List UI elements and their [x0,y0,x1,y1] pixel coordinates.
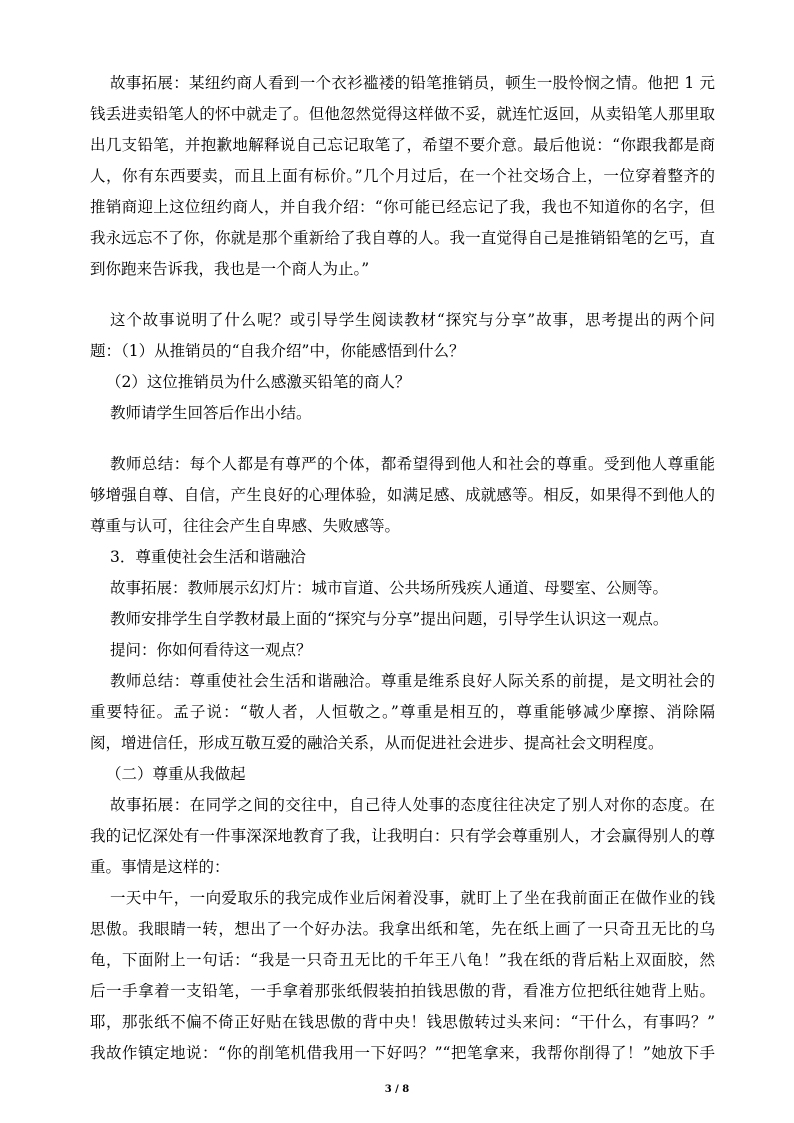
paragraph-line: 教师总结：每个人都是有尊严的个体，都希望得到他人和社会的尊重。受到他人尊重能 [110,455,715,473]
paragraph-line: 提问：你如何看待这一观点？ [110,641,312,659]
paragraph-line: 重。事情是这样的： [90,858,230,876]
page-number: 3 / 8 [384,1084,410,1095]
paragraph-line: 故事拓展：在同学之间的交往中，自己待人处事的态度往往决定了别人对你的态度。在 [110,796,715,814]
paragraph-line: 推销商迎上这位纽约商人，并自我介绍：“你可能已经忘记了我，我也不知道你的名字，但 [90,198,715,216]
paragraph-line: 一天中午，一向爱取乐的我完成作业后闲着没事，就盯上了坐在我前面正在做作业的钱 [110,889,715,907]
paragraph-line: 耶，那张纸不偏不倚正好贴在钱思傲的背中央！钱思傲转过头来问：“干什么，有事吗？” [90,1013,715,1031]
paragraph-line: 这个故事说明了什么呢？或引导学生阅读教材“探究与分享”故事，思考提出的两个问 [110,311,715,329]
paragraph-line: 钱丢进卖铅笔人的怀中就走了。但他忽然觉得这样做不妥，就连忙返回，从卖铅笔人那里取 [90,105,715,123]
paragraph-line: 我故作镇定地说：“你的削笔机借我用一下好吗？”“把笔拿来，我帮你削得了！”她放下手 [90,1044,715,1062]
paragraph-line: 到你跑来告诉我，我也是一个商人为止。” [90,260,370,278]
paragraph-line: 后一手拿着一支铅笔，一手拿着那张纸假装拍拍钱思傲的背，看准方位把纸往她背上贴。 [90,982,715,1000]
paragraph-line: 教师请学生回答后作出小结。 [110,404,312,422]
section-heading: （二）尊重从我做起 [106,765,246,783]
paragraph-line: 我的记忆深处有一件事深深地教育了我，让我明白：只有学会尊重别人，才会赢得别人的尊 [90,827,715,845]
paragraph-line: 我永远忘不了你，你就是那个重新给了我自尊的人。我一直觉得自己是推销铅笔的乞丐，直 [90,229,715,247]
paragraph-line: 重要特征。孟子说：“敬人者，人恒敬之。”尊重是相互的，尊重能够减少摩擦、消除隔 [90,703,715,721]
paragraph-line: 阂，增进信任，形成互敬互爱的融洽关系，从而促进社会进步、提高社会文明程度。 [90,734,664,752]
section-heading: 3．尊重使社会生活和谐融洽 [110,548,306,566]
paragraph-line: 尊重与认可，往往会产生自卑感、失败感等。 [90,517,401,535]
paragraph-line: 够增强自尊、自信，产生良好的心理体验，如满足感、成就感等。相反，如果得不到他人的 [90,486,715,504]
paragraph-line: 题：（1）从推销员的“自我介绍”中，你能感悟到什么？ [90,342,465,360]
paragraph-line: 教师总结：尊重使社会生活和谐融洽。尊重是维系良好人际关系的前提，是文明社会的 [110,672,715,690]
paragraph-line: 思傲。我眼睛一转，想出了一个好办法。我拿出纸和笔，先在纸上画了一只奇丑无比的乌 [90,920,715,938]
paragraph-line: 故事拓展：某纽约商人看到一个衣衫褴褛的铅笔推销员，顿生一股怜悯之情。他把 1 元 [110,74,715,92]
paragraph-line: （2）这位推销员为什么感激买铅笔的商人？ [106,373,411,391]
paragraph-line: 人，你有东西要卖，而且上面有标价。”几个月过后，在一个社交场合上，一位穿着整齐的 [90,167,715,185]
paragraph-line: 龟，下面附上一句话：“我是一只奇丑无比的千年王八龟！”我在纸的背后粘上双面胶，然 [90,951,715,969]
paragraph-line: 教师安排学生自学教材最上面的“探究与分享”提出问题，引导学生认识这一观点。 [110,610,669,628]
paragraph-line: 故事拓展：教师展示幻灯片：城市盲道、公共场所残疾人通道、母婴室、公厕等。 [110,579,669,597]
paragraph-line: 出几支铅笔，并抱歉地解释说自己忘记取笔了，希望不要介意。最后他说：“你跟我都是商 [90,136,715,154]
